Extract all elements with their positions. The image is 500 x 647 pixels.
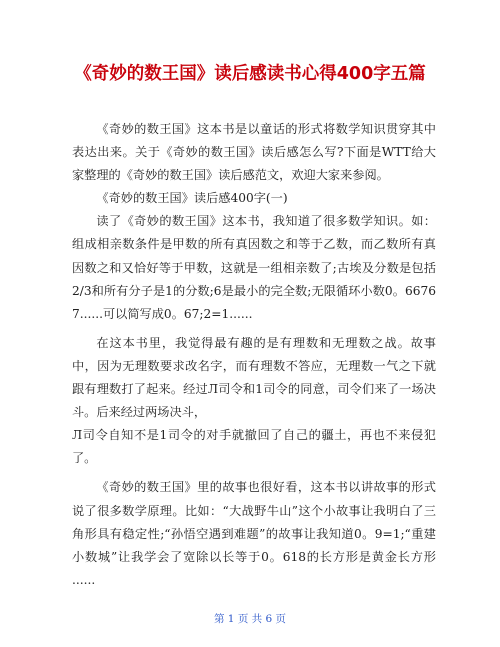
intro-paragraph: 《奇妙的数王国》这本书是以童话的形式将数学知识贯穿其中表达出来。关于《奇妙的数王国》读后感怎么写?下面是WTT给大家整理的《奇妙的数王国》读后感范文，欢迎大家来参阅。 bbox=[72, 122, 436, 183]
body-paragraph: Л司令自知不是1司令的对手就撤回了自己的疆土，再也不来侵犯了。 bbox=[72, 428, 436, 466]
section-heading: 《奇妙的数王国》读后感400字(一) bbox=[96, 191, 288, 206]
page-number-footer: 第 1 页 共 6 页 bbox=[213, 613, 287, 625]
body-paragraph: 读了《奇妙的数王国》这本书，我知道了很多数学知识。如：组成相亲数条件是甲数的所有真因数之和等于乙数，而乙数所有真因数之和又恰好等于甲数，这就是一组相亲数了;古埃及分数是包括2/3和所有分子是1的分数;6是最小的完全数;无限循环小数0。66767......可以简写成0。67;2=1...... bbox=[72, 214, 436, 321]
body-paragraph: 《奇妙的数王国》里的故事也很好看，这本书以讲故事的形式说了很多数学原理。比如：“大战野牛山”这个小故事让我明白了三角形具有稳定性;“孙悟空遇到难题”的故事让我知道0。9=1;“重建小数城”让我学会了宽除以长等于0。618的长方形是黄金长方形 ...... bbox=[72, 480, 436, 587]
document-title: 《奇妙的数王国》读后感读书心得400字五篇 bbox=[74, 64, 426, 84]
document-body bbox=[72, 118, 436, 592]
body-paragraph: 在这本书里，我觉得最有趣的是有理数和无理数之战。故事中，因为无理数要求改名字，而有理数不答应，无理数一气之下就跟有理数打了起来。经过Л司令和1司令的同意，司令们来了一场决斗。后来经过两场决斗， bbox=[72, 335, 436, 420]
